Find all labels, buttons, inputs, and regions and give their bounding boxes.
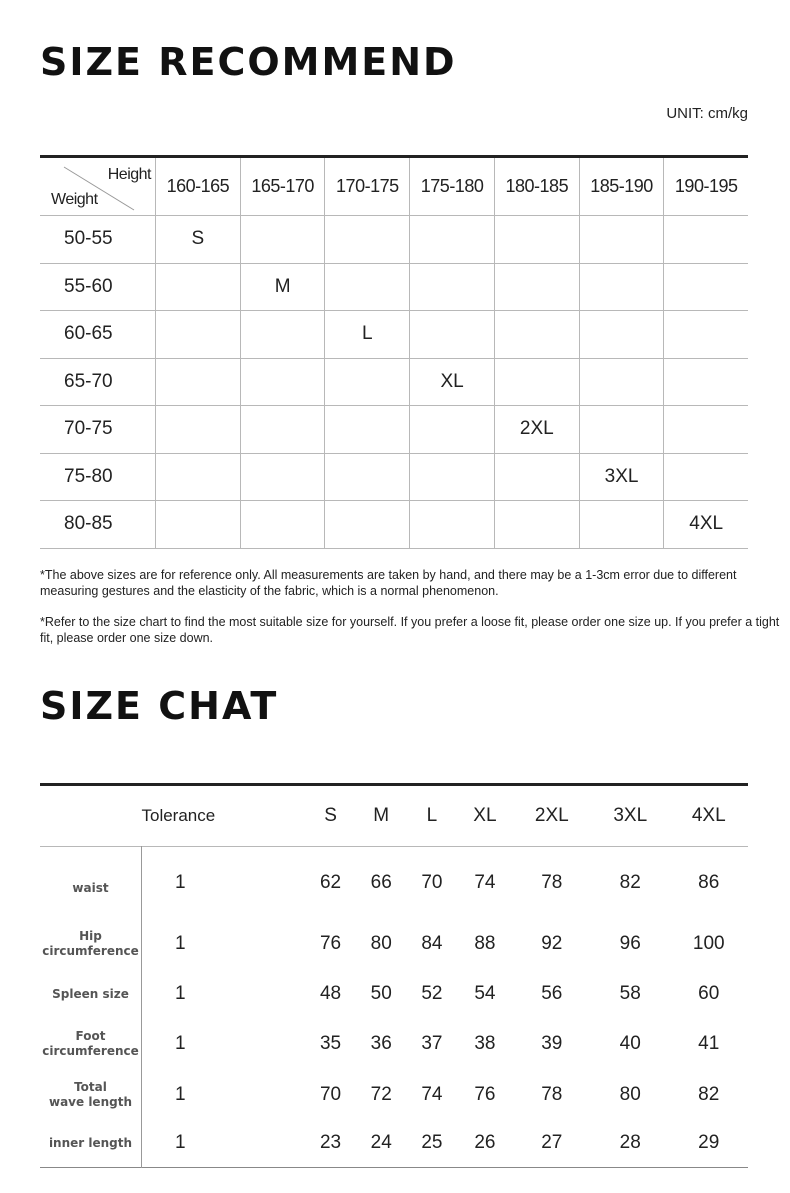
table-row <box>40 847 748 919</box>
value-cell: 52 <box>421 983 443 1004</box>
value-cell: 82 <box>619 871 641 893</box>
size-chat-table <box>40 783 748 1168</box>
corner-weight-label: Weight <box>51 191 98 208</box>
size-header: 2XL <box>534 805 569 826</box>
measure-label <box>40 847 142 919</box>
note-fit-advice: *Refer to the size chart to find the most suitable size for yourself. If you prefer a loose fit, please order one size up. If you prefer a tight fit, please order one size down. <box>40 615 780 645</box>
value-cell: 38 <box>474 1033 496 1054</box>
size-cell <box>664 263 748 311</box>
weight-cell: 80-85 <box>40 501 156 549</box>
value-cell: 40 <box>619 1033 641 1054</box>
size-cell <box>494 358 579 406</box>
value-cell: 60 <box>698 983 720 1004</box>
size-cell <box>156 358 241 406</box>
size-cell <box>410 216 495 264</box>
size-cell <box>579 311 664 359</box>
size-cell <box>494 263 579 311</box>
value-cell: 78 <box>541 1083 563 1105</box>
size-cell <box>410 311 495 359</box>
recommend-body <box>40 216 748 549</box>
size-cell <box>410 501 495 549</box>
size-cell <box>664 311 748 359</box>
height-header: 190-195 <box>664 157 748 216</box>
value-cell: 58 <box>619 983 641 1004</box>
corner-cell <box>40 157 156 216</box>
value-cell: 84 <box>421 933 443 954</box>
size-cell <box>664 216 748 264</box>
measure-label-line: Total <box>74 1079 107 1094</box>
value-cell: 86 <box>698 871 720 893</box>
size-cell <box>579 216 664 264</box>
size-header: 3XL <box>613 805 648 826</box>
value-cell: 62 <box>319 871 342 893</box>
size-cell <box>240 311 325 359</box>
size-header: 4XL <box>691 805 726 826</box>
value-cell: 88 <box>474 933 496 954</box>
corner-height-label: Height <box>107 166 151 183</box>
height-header: 160-165 <box>156 157 241 216</box>
value-cell: 92 <box>541 933 563 954</box>
size-cell <box>579 406 664 454</box>
value-cell: 39 <box>541 1033 563 1054</box>
note-reference: *The above sizes are for reference only. All measurements are taken by hand, and there may be a 1-3cm error due to different measuring gestures and the elasticity of the fabric, which is a normal phenomenon. <box>40 568 737 598</box>
height-header: 165-170 <box>240 157 325 216</box>
size-cell <box>664 358 748 406</box>
value-cell: 96 <box>619 933 641 954</box>
value-cell: 54 <box>474 983 496 1004</box>
weight-cell: 50-55 <box>40 216 156 264</box>
size-recommend-table <box>40 155 748 549</box>
measure-label <box>40 1120 142 1168</box>
chat-corner-cell <box>40 785 142 847</box>
size-cell <box>494 311 579 359</box>
height-header: 185-190 <box>579 157 664 216</box>
value-cell: 66 <box>370 871 392 893</box>
size-cell <box>240 216 325 264</box>
size-cell <box>410 406 495 454</box>
measure-label-line: inner length <box>48 1135 133 1150</box>
tolerance-cell: 1 <box>175 1132 186 1154</box>
value-cell: 41 <box>698 1033 720 1054</box>
measure-label-line: Spleen size <box>52 986 129 1001</box>
size-cell <box>156 453 241 501</box>
measure-label-line: waist <box>72 880 109 895</box>
measure-label-line: Foot <box>75 1029 106 1043</box>
value-cell: 48 <box>319 983 342 1004</box>
table-row <box>40 216 748 264</box>
value-cell: 80 <box>370 933 392 954</box>
size-cell <box>579 263 664 311</box>
size-cell <box>325 263 410 311</box>
value-cell: 76 <box>319 933 342 954</box>
chat-body <box>40 847 748 1168</box>
size-cell <box>410 453 495 501</box>
value-cell: 36 <box>370 1033 392 1054</box>
table-row <box>40 358 748 406</box>
table-row <box>40 1120 748 1168</box>
size-cell <box>240 406 325 454</box>
measure-label <box>40 1019 142 1070</box>
table-row <box>40 919 748 970</box>
tolerance-cell: 1 <box>175 1033 186 1054</box>
table-row <box>40 970 748 1019</box>
size-cell <box>156 311 241 359</box>
unit-label: UNIT: cm/kg <box>666 105 748 122</box>
size-cell: S <box>156 216 241 264</box>
value-cell: 72 <box>370 1083 392 1105</box>
size-header: XL <box>473 805 497 826</box>
value-cell: 35 <box>319 1033 342 1054</box>
tolerance-header: Tolerance <box>141 806 216 825</box>
value-cell: 28 <box>619 1132 641 1154</box>
value-cell: 100 <box>692 933 725 954</box>
size-cell <box>494 216 579 264</box>
value-cell: 23 <box>319 1132 342 1154</box>
size-cell: L <box>325 311 410 359</box>
size-cell <box>410 263 495 311</box>
value-cell: 80 <box>619 1083 641 1105</box>
measure-label <box>40 1070 142 1120</box>
size-cell <box>156 263 241 311</box>
size-cell <box>240 501 325 549</box>
size-header: M <box>373 805 390 826</box>
value-cell: 25 <box>421 1132 443 1154</box>
value-cell: 24 <box>370 1132 392 1154</box>
size-header: L <box>426 805 438 826</box>
value-cell: 27 <box>541 1132 563 1154</box>
table-row <box>40 501 748 549</box>
size-cell: 4XL <box>664 501 748 549</box>
value-cell: 29 <box>698 1132 720 1154</box>
size-cell <box>240 358 325 406</box>
weight-cell: 55-60 <box>40 263 156 311</box>
tolerance-cell: 1 <box>175 983 186 1004</box>
weight-cell: 70-75 <box>40 406 156 454</box>
size-cell <box>494 501 579 549</box>
size-cell <box>325 216 410 264</box>
size-cell <box>664 406 748 454</box>
table-row <box>40 406 748 454</box>
table-row <box>40 1070 748 1120</box>
measure-label-line: circumference <box>42 1044 139 1058</box>
measure-label-line: circumference <box>42 944 139 958</box>
size-cell: 3XL <box>579 453 664 501</box>
size-cell <box>156 406 241 454</box>
table-row <box>40 263 748 311</box>
size-cell <box>325 501 410 549</box>
size-cell <box>325 406 410 454</box>
size-cell: M <box>240 263 325 311</box>
measure-label <box>40 919 142 970</box>
tolerance-cell: 1 <box>175 933 186 954</box>
size-cell: XL <box>410 358 495 406</box>
tolerance-cell: 1 <box>175 871 186 893</box>
height-header: 180-185 <box>494 157 579 216</box>
size-header: S <box>324 805 337 826</box>
height-header: 175-180 <box>410 157 495 216</box>
size-cell <box>325 358 410 406</box>
measure-label <box>40 970 142 1019</box>
value-cell: 82 <box>698 1083 720 1105</box>
table-row <box>40 1019 748 1070</box>
value-cell: 70 <box>319 1083 342 1105</box>
measure-label-line: Hip <box>79 929 102 943</box>
value-cell: 74 <box>421 1083 443 1105</box>
measure-label-line: wave length <box>49 1094 132 1109</box>
value-cell: 78 <box>541 871 563 893</box>
tolerance-cell: 1 <box>175 1083 186 1105</box>
chat-header-row <box>40 785 748 847</box>
value-cell: 56 <box>541 983 563 1004</box>
size-cell <box>664 453 748 501</box>
value-cell: 50 <box>370 983 392 1004</box>
value-cell: 74 <box>474 871 496 893</box>
size-cell <box>579 358 664 406</box>
size-cell <box>240 453 325 501</box>
weight-cell: 60-65 <box>40 311 156 359</box>
size-cell <box>494 453 579 501</box>
value-cell: 26 <box>474 1132 496 1154</box>
height-header: 170-175 <box>325 157 410 216</box>
size-cell <box>156 501 241 549</box>
size-cell <box>325 453 410 501</box>
recommend-header-row <box>40 157 748 216</box>
value-cell: 37 <box>421 1033 443 1054</box>
value-cell: 76 <box>474 1083 496 1105</box>
size-recommend-title: SIZE RECOMMEND <box>40 40 457 84</box>
value-cell: 70 <box>421 871 443 893</box>
table-row <box>40 453 748 501</box>
size-cell <box>579 501 664 549</box>
size-cell: 2XL <box>494 406 579 454</box>
weight-cell: 65-70 <box>40 358 156 406</box>
table-row <box>40 311 748 359</box>
size-chat-title: SIZE CHAT <box>40 684 279 728</box>
weight-cell: 75-80 <box>40 453 156 501</box>
